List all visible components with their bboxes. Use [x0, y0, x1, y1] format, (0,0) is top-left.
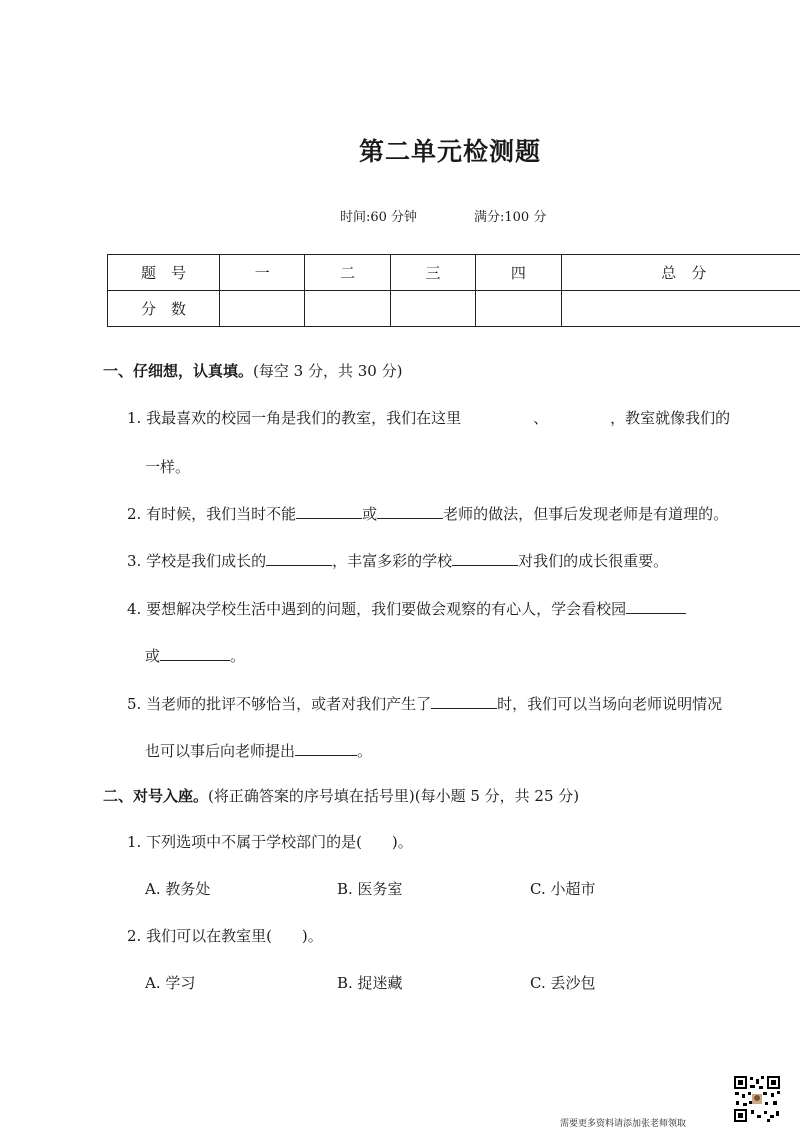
section2-heading	[103, 785, 579, 806]
q5-end: 。	[357, 742, 373, 760]
option-c[interactable]: C. 小超市	[530, 880, 596, 898]
question-1-2	[127, 503, 728, 524]
section1-title: 一、仔细想，认真填。	[103, 362, 254, 380]
score-table-score-row	[108, 291, 800, 327]
section2-title: 二、对号入座。	[103, 787, 209, 805]
question-2-2: 2. 我们可以在教室里( )。	[127, 927, 323, 945]
option-a[interactable]: A. 教务处	[145, 880, 211, 898]
answer-blank[interactable]	[431, 694, 497, 709]
question-1-3	[127, 550, 668, 571]
q4-or: 或	[145, 647, 161, 665]
option-b[interactable]: B. 捉迷藏	[337, 974, 403, 992]
col-header-4: 四	[476, 255, 561, 291]
qr-code-icon	[733, 1075, 781, 1123]
answer-blank[interactable]	[377, 504, 443, 519]
page-title: 第二单元检测题	[358, 137, 541, 166]
option-c[interactable]: C. 丢沙包	[530, 974, 596, 992]
section1-note: (每空 3 分，共 30 分)	[253, 362, 403, 380]
col-header-2: 二	[305, 255, 390, 291]
question-1-1-cont: 一样。	[145, 458, 191, 476]
answer-blank[interactable]	[452, 551, 518, 566]
answer-blank[interactable]	[295, 741, 357, 756]
section2-note: (将正确答案的序号填在括号里)(每小题 5 分，共 25 分)	[208, 787, 580, 805]
score-cell-4[interactable]	[476, 291, 561, 327]
answer-blank[interactable]	[626, 599, 686, 614]
score-cell-2[interactable]	[305, 291, 390, 327]
q3-text-c: 对我们的成长很重要。	[518, 552, 669, 570]
question-1-4-cont	[145, 645, 245, 666]
q1-text-a: 1. 我最喜欢的校园一角是我们的教室，我们在这里	[127, 409, 462, 427]
score-table-header-row	[108, 255, 800, 291]
row-label-score: 分 数	[108, 291, 220, 327]
answer-blank[interactable]	[160, 646, 230, 661]
q3-text-a: 3. 学校是我们成长的	[127, 552, 267, 570]
score-cell-total[interactable]	[561, 291, 800, 327]
col-header-total: 总 分	[561, 255, 800, 291]
score-cell-1[interactable]	[220, 291, 305, 327]
full-score: 满分:100 分	[474, 210, 547, 225]
section1-heading	[103, 360, 402, 381]
col-header-1: 一	[220, 255, 305, 291]
q5-text-c: 也可以事后向老师提出	[145, 742, 296, 760]
q5-text-b: 时，我们可以当场向老师说明情况	[497, 695, 723, 713]
q2-text-b: 老师的做法，但事后发现老师是有道理的。	[443, 505, 729, 523]
q4-end: 。	[230, 647, 246, 665]
question-1-4	[127, 598, 686, 619]
option-a[interactable]: A. 学习	[145, 974, 196, 992]
score-cell-3[interactable]	[390, 291, 475, 327]
col-header-label: 题 号	[108, 255, 220, 291]
q3-text-b: ，丰富多彩的学校	[332, 552, 453, 570]
question-1-5	[127, 693, 722, 714]
footer-note: 需要更多资料请添加张老师领取	[560, 1119, 687, 1129]
score-table	[107, 254, 800, 327]
question-2-1: 1. 下列选项中不属于学校部门的是( )。	[127, 833, 413, 851]
q2-text-a: 2. 有时候，我们当时不能	[127, 505, 297, 523]
question-1-5-cont	[145, 740, 372, 761]
q1-text-b: ，教室就像我们的	[610, 409, 731, 427]
option-b[interactable]: B. 医务室	[337, 880, 403, 898]
q1-separator: 、	[533, 409, 549, 427]
question-1-1	[127, 407, 730, 428]
q5-text-a: 5. 当老师的批评不够恰当，或者对我们产生了	[127, 695, 432, 713]
answer-blank[interactable]	[296, 504, 362, 519]
col-header-3: 三	[390, 255, 475, 291]
q4-text-a: 4. 要想解决学校生活中遇到的问题，我们要做会观察的有心人，学会看校园	[127, 600, 627, 618]
q2-or: 或	[362, 505, 378, 523]
answer-blank[interactable]	[266, 551, 332, 566]
time-limit: 时间:60 分钟	[340, 210, 418, 225]
